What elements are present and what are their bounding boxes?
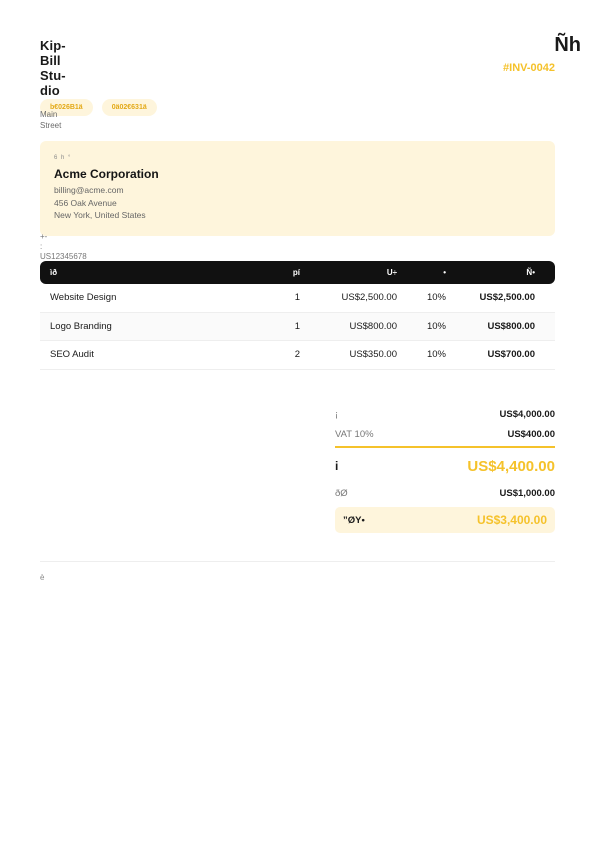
item-description: SEO Audit [50,349,94,361]
amount-due-box [335,507,555,533]
item-total: US$2,500.00 [479,292,535,304]
header-total: Ñ• [526,268,535,277]
item-vat: 10% [426,292,446,304]
tax-id-label: +- : [40,232,48,251]
header-unit-price: U÷ [386,268,397,277]
grand-total-value: US$4,400.00 [467,457,555,475]
invoice-number: #INV-0042 [503,62,555,74]
item-unit-price: US$2,500.00 [341,292,397,304]
vat-row [335,424,555,444]
client-city: New York, United States [54,210,146,220]
client-email: billing@acme.com [54,185,124,195]
table-row [40,313,555,342]
totals-block [335,404,555,533]
amount-due-value: US$3,400.00 [476,513,547,527]
item-vat: 10% [426,349,446,361]
item-total: US$800.00 [487,320,535,332]
client-name: Acme Corporation [54,167,159,181]
item-vat: 10% [426,320,446,332]
sender-address: Main Street [40,110,62,130]
item-total: US$700.00 [487,349,535,361]
client-street: 456 Oak Avenue [54,197,117,208]
amount-due-label: ”ØY• [343,514,365,526]
item-unit-price: US$800.00 [349,320,397,332]
tax-id-block [40,232,100,262]
due-date-badge: 0ä02€631ä [102,99,157,116]
grand-total-row [335,452,555,480]
vat-label: VAT 10% [335,428,374,440]
issue-date-badge: b€026B1ä [40,99,93,116]
tax-id-value: US12345678 [40,252,87,261]
document-title: Ñh [554,34,581,56]
header-description: ìð [50,268,58,277]
line-items-table [40,261,555,370]
item-unit-price: US$350.00 [349,349,397,361]
item-qty: 1 [294,320,300,332]
totals-divider [335,446,555,448]
bill-to-card [40,141,555,236]
table-header [40,261,555,284]
subtotal-value: US$4,000.00 [499,408,555,420]
table-row [40,284,555,313]
bill-to-label: 6 h ° [54,155,72,161]
paid-value: US$1,000.00 [499,487,555,499]
subtotal-label: ¡ [335,408,339,420]
item-description: Website Design [50,292,117,304]
grand-total-label: i [335,459,339,473]
header-qty: pí [292,268,300,277]
header-vat: • [443,268,446,277]
paid-label: ðØ [335,487,348,499]
footer-note: è [40,573,45,582]
paid-row [335,483,555,503]
item-description: Logo Branding [50,320,112,332]
subtotal-row [335,404,555,424]
item-qty: 2 [294,349,300,361]
item-qty: 1 [294,292,300,304]
vat-value: US$400.00 [507,428,555,440]
brand-name: Kip-Bill Stu-dio [40,38,66,98]
footer-divider [40,561,555,562]
table-row [40,341,555,370]
